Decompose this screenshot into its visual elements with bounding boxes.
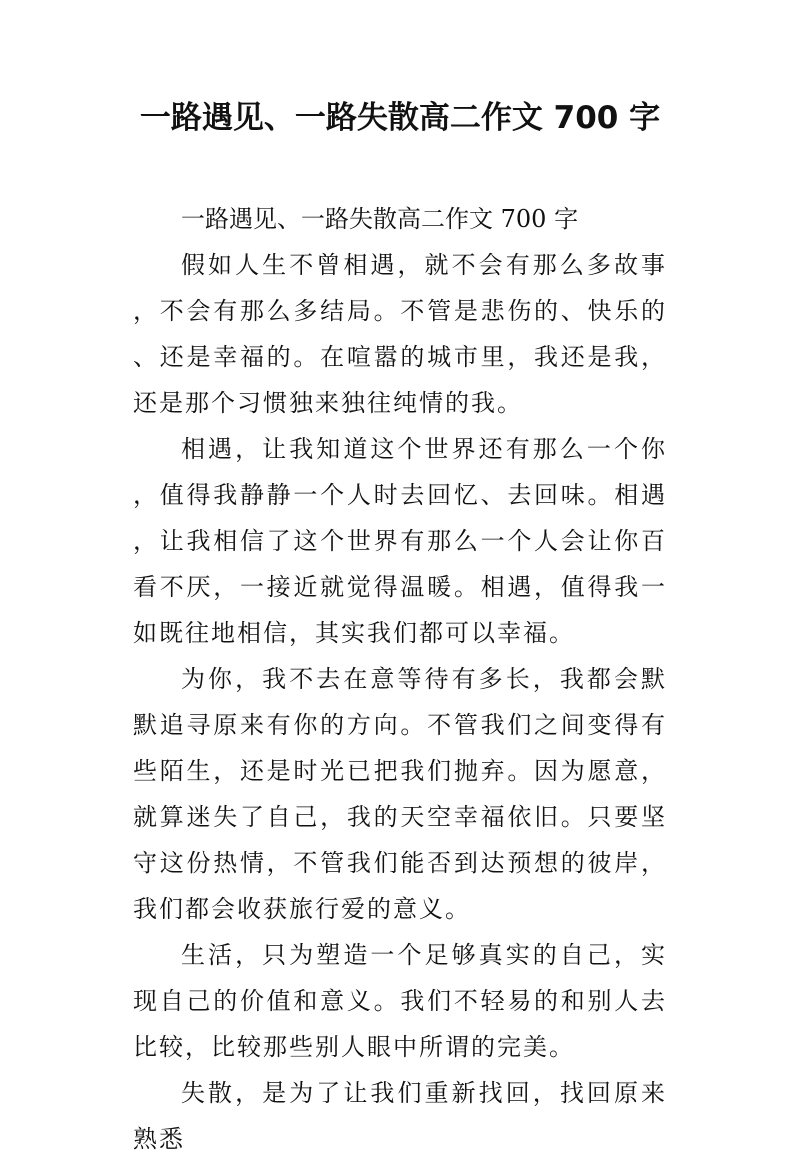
paragraph-2: 相遇，让我知道这个世界还有那么一个你，值得我静静一个人时去回忆、去回味。相遇，让我相信了这个世界有那么一个人会让你百看不厌，一接近就觉得温暖。相遇，值得我一如既往地相信，其实我们都可以幸福。 (133, 435, 667, 647)
page-title: 一路遇见、一路失散高二作文 700 字 (139, 100, 661, 136)
paragraph-5: 失散，是为了让我们重新找回，找回原来熟悉 (133, 1079, 667, 1153)
paragraph-1: 假如人生不曾相遇，就不会有那么多故事，不会有那么多结局。不管是悲伤的、快乐的、还是幸福的。在喧嚣的城市里，我还是我，还是那个习惯独来独往纯情的我。 (133, 251, 667, 417)
article-body (133, 196, 667, 1162)
paragraph-4: 生活，只为塑造一个足够真实的自己，实现自己的价值和意义。我们不轻易的和别人去比较，比较那些别人眼中所谓的完美。 (133, 941, 667, 1061)
paragraph-3: 为你，我不去在意等待有多长，我都会默默追寻原来有你的方向。不管我们之间变得有些陌生，还是时光已把我们抛弃。因为愿意，就算迷失了自己，我的天空幸福依旧。只要坚守这份热情，不管我们能否到达预想的彼岸，我们都会收获旅行爱的意义。 (133, 665, 667, 923)
article-subtitle: 一路遇见、一路失散高二作文 700 字 (181, 205, 579, 233)
